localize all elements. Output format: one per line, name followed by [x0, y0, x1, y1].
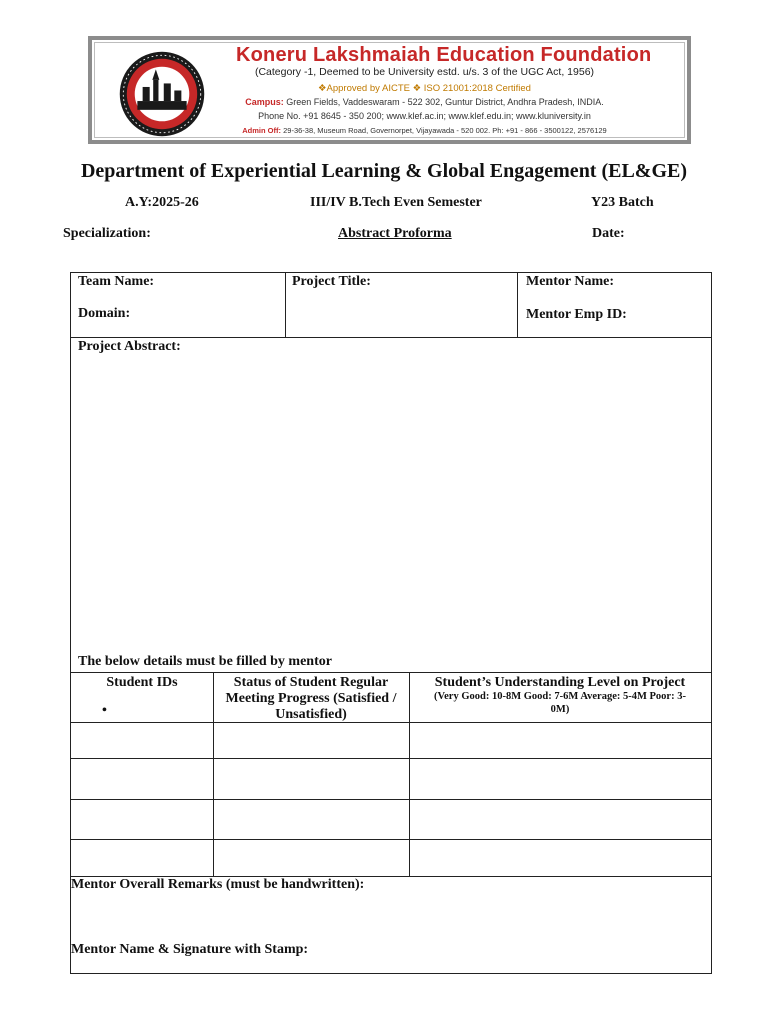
divider — [71, 758, 711, 759]
col-understanding: Student’s Understanding Level on Project — [434, 675, 686, 690]
org-approvals: ❖Approved by AICTE ❖ ISO 21001:2018 Certified — [318, 83, 531, 94]
divider — [517, 273, 518, 337]
academic-year: A.Y:2025-26 — [125, 195, 199, 210]
department-title: Department of Experiential Learning & Global Engagement (EL&GE) — [80, 160, 688, 182]
admin-label: Admin Off: — [242, 126, 282, 135]
university-seal-icon — [118, 50, 206, 138]
divider — [285, 273, 286, 337]
semester: III/IV B.Tech Even Semester — [310, 195, 482, 210]
org-name: Koneru Lakshmaiah Education Foundation — [236, 44, 652, 66]
abstract-form — [70, 272, 712, 974]
mentor-note: The below details must be filled by mentor — [78, 654, 332, 669]
col-scale-line1: (Very Good: 10-8M Good: 7-6M Average: 5-4M Poor: 3- — [434, 691, 686, 702]
col-score-scale — [409, 690, 711, 716]
org-admin — [92, 126, 687, 135]
mentor-signature-label: Mentor Name & Signature with Stamp: — [71, 942, 309, 957]
divider — [71, 337, 711, 338]
divider — [71, 799, 711, 800]
org-category: (Category -1, Deemed to be University estd. u/s. 3 of the UGC Act, 1956) — [254, 66, 595, 78]
campus-label: Campus: — [245, 97, 284, 107]
admin-text: 29-36-38, Museum Road, Governorpet, Vijayawada - 520 002. Ph: +91 - 866 - 3500122, 2576129 — [283, 126, 607, 135]
col-student-ids: Student IDs — [106, 675, 178, 690]
domain-label: Domain: — [78, 306, 131, 321]
team-name-label: Team Name: — [78, 274, 155, 289]
specialization-label: Specialization: — [63, 226, 151, 241]
project-title-label: Project Title: — [292, 274, 371, 289]
institution-banner — [88, 36, 691, 144]
bullet-mark: • — [102, 703, 107, 718]
mentor-emp-id-label: Mentor Emp ID: — [526, 307, 627, 322]
divider — [71, 839, 711, 840]
proforma-title: Abstract Proforma — [338, 226, 452, 241]
col-status-line3: Unsatisfied) — [275, 707, 347, 722]
col-status — [213, 675, 409, 723]
date-label: Date: — [592, 226, 625, 241]
campus-text: Green Fields, Vaddeswaram - 522 302, Guntur District, Andhra Pradesh, INDIA. — [286, 97, 604, 107]
col-scale-line2: 0M) — [550, 704, 570, 715]
mentor-remarks-label: Mentor Overall Remarks (must be handwritten): — [71, 877, 365, 892]
col-status-line2: Meeting Progress (Satisfied / — [225, 691, 397, 706]
batch: Y23 Batch — [591, 195, 654, 210]
org-phone: Phone No. +91 8645 - 350 200; www.klef.ac.in; www.klef.edu.in; www.kluniversity.in — [258, 111, 591, 121]
divider — [71, 672, 711, 673]
col-status-line1: Status of Student Regular — [233, 675, 389, 690]
org-campus — [92, 97, 687, 107]
mentor-name-label: Mentor Name: — [526, 274, 614, 289]
project-abstract-label: Project Abstract: — [78, 339, 181, 354]
